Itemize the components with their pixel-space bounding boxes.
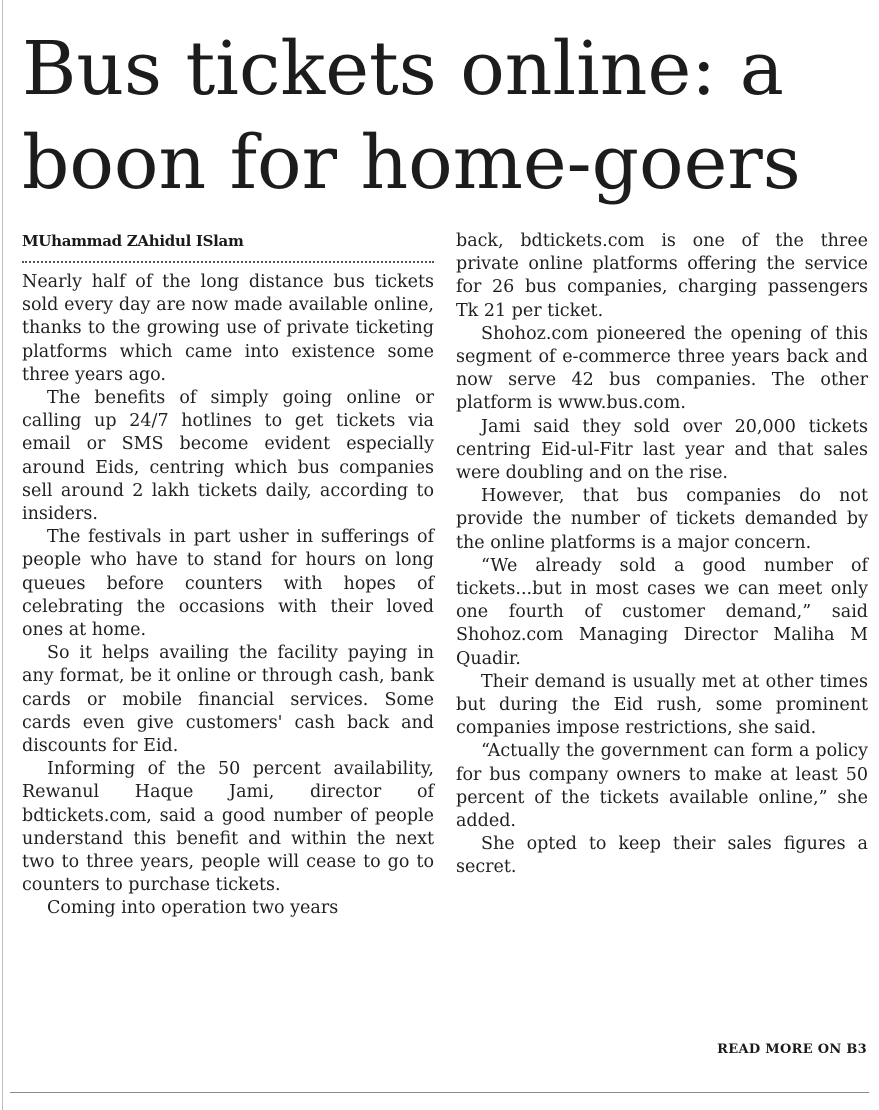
- paragraph: The festivals in part usher in sufferings of people who have to stand for hours on long queues before counters with hopes of celebrating the occasions with their loved ones at home.: [22, 527, 434, 641]
- byline-dotted-rule: [22, 261, 434, 263]
- paragraph: The benefits of simply going online or calling up 24/7 hotlines to get tickets via email or SMS become evident especially around Eids, centring which bus companies sell around 2 lakh tickets daily, according to insiders.: [22, 388, 434, 525]
- read-more-link: READ MORE ON B3: [717, 1042, 867, 1057]
- paragraph: back, bdtickets.com is one of the three private online platforms offering the service for 26 bus companies, charging passengers Tk 21 per ticket.: [456, 231, 868, 321]
- paragraph: She opted to keep their sales figures a secret.: [456, 834, 868, 878]
- headline-line-1: Bus tickets online: a: [22, 26, 784, 112]
- paragraph: Jami said they sold over 20,000 tickets centring Eid-ul-Fitr last year and that sales were doubling and on the rise.: [456, 416, 868, 484]
- paragraph: However, that bus companies do not provide the number of tickets demanded by the online platforms is a major concern.: [456, 486, 868, 553]
- paragraph: Their demand is usually met at other times but during the Eid rush, some prominent companies impose restrictions, she said.: [456, 671, 868, 739]
- paragraph: So it helps availing the facility paying in any format, be it online or through cash, bank cards or mobile financial services. Some cards even give customers' cash back and discounts for Eid.: [22, 643, 434, 757]
- left-edge-rule: [2, 0, 3, 1110]
- paragraph: Informing of the 50 percent availability, Rewanul Haque Jami, director of bdtickets.com, said a good number of people understand this benefit and within the next two to three years, people will cease to go to counters to purchase tickets.: [22, 759, 434, 896]
- paragraph: Nearly half of the long distance bus tickets sold every day are now made available online, thanks to the growing use of private ticketing platforms which came into existence some three years ago.: [22, 272, 434, 385]
- article-column-right: [456, 230, 868, 880]
- paragraph: Coming into operation two years: [47, 898, 339, 919]
- headline-line-2: boon for home-goers: [22, 120, 801, 206]
- article-column-left: [22, 230, 434, 921]
- headline: [22, 22, 872, 210]
- paragraph: “Actually the government can form a policy for bus company owners to make at least 50 percent of the tickets available online,” she added.: [456, 741, 868, 832]
- paragraph: Shohoz.com pioneered the opening of this segment of e-commerce three years back and now serve 42 bus companies. The other platform is www.bus.com.: [456, 323, 868, 414]
- paragraph: “We already sold a good number of tickets...but in most cases we can meet only one fourth of customer demand,” said Shohoz.com Managing Director Maliha M Quadir.: [456, 555, 868, 669]
- bottom-rule: [10, 1092, 869, 1093]
- byline: MUhammad ZAhidul ISlam: [22, 232, 244, 250]
